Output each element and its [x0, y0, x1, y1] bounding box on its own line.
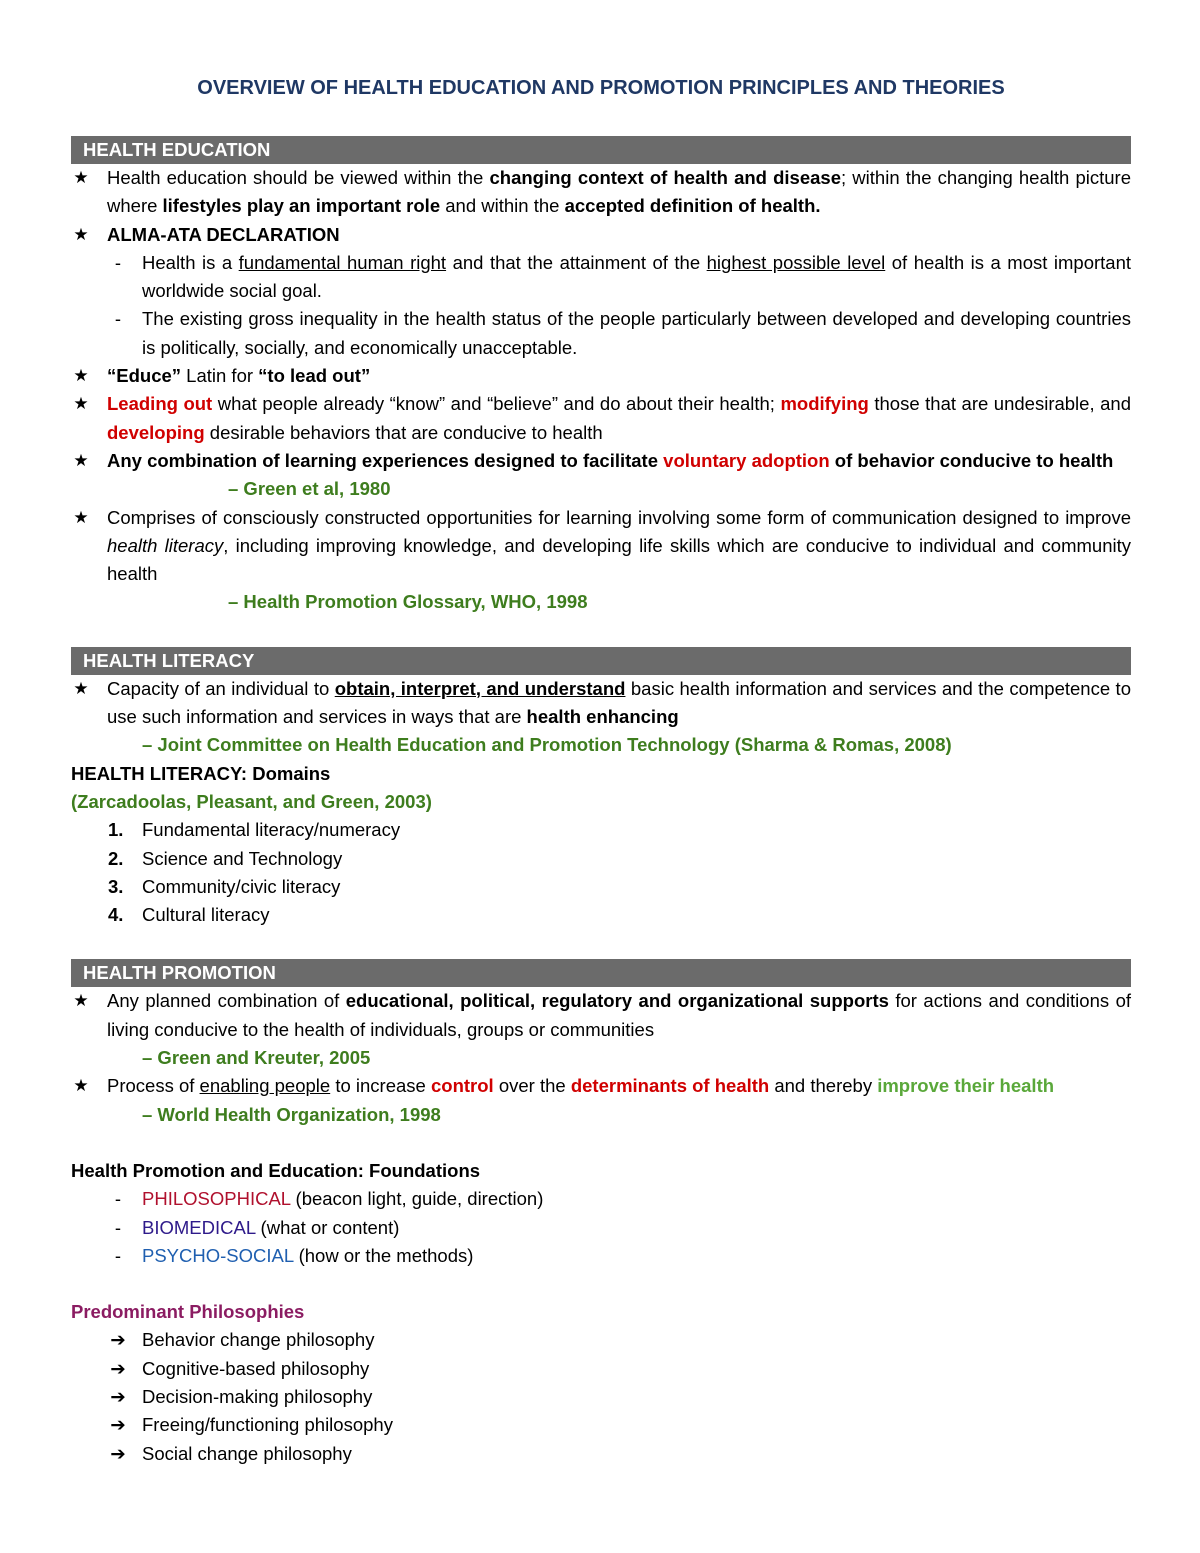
star-bullet-icon: ★: [73, 394, 89, 414]
bullet-text: Comprises of consciously constructed opportunities for learning involving some form of communication designed to improve: [107, 506, 1131, 528]
bullet-text: voluntary adoption: [663, 449, 830, 471]
philosophy-text: Decision-making philosophy: [142, 1385, 373, 1407]
bullet-text: ALMA-ATA DECLARATION: [107, 223, 340, 245]
dash-bullet-icon: -: [114, 1244, 122, 1266]
bullet-text: Leading out: [107, 393, 213, 415]
bullet-text: “to lead out”: [258, 365, 371, 387]
bullet-text: for actions and conditions of living conducive to the health of individuals, groups or communities: [107, 990, 1131, 1040]
foundation-item: [71, 1242, 1131, 1270]
philosophy-item: [71, 1411, 1131, 1439]
sub-item: [71, 305, 1131, 362]
section-header-health-education: HEALTH EDUCATION: [71, 136, 1131, 164]
foundation-key: BIOMEDICAL: [142, 1216, 256, 1238]
bullet-text: those that are undesirable, and: [868, 393, 1131, 415]
dash-bullet-icon: -: [114, 1188, 122, 1210]
bullet-text: obtain, interpret, and understand: [334, 677, 626, 699]
bullet-text: improve their health: [877, 1075, 1055, 1097]
page-title: OVERVIEW OF HEALTH EDUCATION AND PROMOTION PRINCIPLES AND THEORIES: [197, 77, 1005, 99]
sub-text: fundamental human right: [238, 251, 447, 273]
sub-text: of health is a most important worldwide social goal.: [142, 251, 1132, 302]
sub-item: [71, 249, 1131, 306]
bullet-text: Capacity of an individual to: [107, 677, 335, 699]
arrow-right-icon: ➔: [110, 1414, 126, 1436]
star-bullet-icon: ★: [73, 450, 89, 470]
bullet-text: of behavior conducive to health: [829, 449, 1114, 471]
section-header-health-literacy: HEALTH LITERACY: [71, 647, 1131, 675]
sub-text: Health is a: [142, 251, 239, 273]
foundation-desc: (beacon light, guide, direction): [290, 1188, 544, 1210]
sub-text: The existing gross inequality in the health status of the people particularly between developed and developing countries is politically, socially, and economically unacceptable.: [142, 308, 1131, 358]
bullet-text: determinants of health: [570, 1075, 770, 1097]
item-text: Fundamental literacy/numeracy: [142, 819, 401, 841]
philosophy-text: Cognitive-based philosophy: [142, 1357, 370, 1379]
numbered-item: [71, 816, 1131, 844]
bullet-text: and thereby: [769, 1075, 878, 1097]
bullet-text: desirable behaviors that are conducive to health: [204, 421, 603, 443]
bullet-text: over the: [493, 1075, 571, 1097]
foundation-item: [71, 1185, 1131, 1213]
bullet-text: Any planned combination of: [107, 990, 346, 1012]
bullet-text: health literacy: [107, 534, 224, 556]
philosophy-text: Behavior change philosophy: [142, 1329, 375, 1351]
numbered-item: [71, 873, 1131, 901]
numbered-item: [71, 845, 1131, 873]
philosophy-item: [71, 1326, 1131, 1354]
arrow-right-icon: ➔: [110, 1442, 126, 1464]
arrow-right-icon: ➔: [110, 1385, 126, 1407]
item-number: 4.: [108, 904, 124, 926]
bullet-item: [71, 164, 1131, 221]
arrow-right-icon: ➔: [110, 1357, 126, 1379]
dash-bullet-icon: -: [114, 251, 122, 273]
citation: – World Health Organization, 1998: [142, 1103, 441, 1125]
bullet-text: health enhancing: [526, 706, 679, 728]
bullet-item: [71, 447, 1131, 475]
bullet-text: developing: [107, 421, 205, 443]
section-header-health-promotion: HEALTH PROMOTION: [71, 959, 1131, 987]
domains-title: HEALTH LITERACY: Domains: [71, 762, 331, 784]
foundations-title: Health Promotion and Education: Foundations: [71, 1159, 481, 1181]
star-bullet-icon: ★: [73, 366, 89, 386]
bullet-text: control: [430, 1075, 494, 1097]
bullet-text: changing context of health and disease: [489, 167, 842, 188]
bullet-item: [71, 221, 1131, 249]
item-text: Cultural literacy: [142, 904, 270, 926]
philosophy-item: [71, 1355, 1131, 1383]
bullet-text: Any combination of learning experiences designed to facilitate: [107, 449, 664, 471]
citation: – Health Promotion Glossary, WHO, 1998: [228, 591, 588, 613]
citation: – Green and Kreuter, 2005: [142, 1047, 371, 1069]
citation: – Joint Committee on Health Education and Promotion Technology (Sharma & Romas, 2008): [142, 734, 952, 756]
item-number: 2.: [108, 847, 124, 869]
item-text: Community/civic literacy: [142, 875, 341, 897]
star-bullet-icon: ★: [73, 991, 89, 1011]
bullet-text: modifying: [780, 393, 869, 415]
philosophy-item: [71, 1383, 1131, 1411]
bullet-text: Health education should be viewed within the: [107, 167, 490, 188]
foundation-desc: (how or the methods): [293, 1244, 474, 1266]
dash-bullet-icon: -: [114, 1216, 122, 1238]
bullet-item: [71, 390, 1131, 447]
foundation-desc: (what or content): [255, 1216, 400, 1238]
item-text: Science and Technology: [142, 847, 343, 869]
bullet-text: accepted definition of health.: [564, 195, 821, 217]
bullet-item: [71, 504, 1131, 589]
numbered-item: [71, 901, 1131, 929]
bullet-item: [71, 675, 1131, 732]
bullet-text: what people already “know” and “believe” and do about their health;: [212, 393, 781, 415]
star-bullet-icon: ★: [73, 507, 89, 527]
foundation-key: PHILOSOPHICAL: [142, 1188, 291, 1210]
bullet-text: , including improving knowledge, and developing life skills which are conducive to individual and community health: [107, 534, 1131, 585]
sub-text: highest possible level: [706, 251, 886, 273]
bullet-text: and within the: [440, 195, 565, 217]
bullet-item: [71, 1072, 1131, 1100]
dash-bullet-icon: -: [114, 308, 122, 330]
bullet-text: basic health information and services and the competence to use such information and services in ways that are: [107, 677, 1131, 728]
bullet-text: to increase: [330, 1075, 431, 1097]
bullet-text: Process of: [107, 1075, 200, 1097]
bullet-text: lifestyles play an important role: [162, 195, 441, 217]
document-page: [71, 70, 1131, 1468]
philosophies-title: Predominant Philosophies: [71, 1301, 305, 1323]
bullet-item: [71, 362, 1131, 390]
philosophy-text: Freeing/functioning philosophy: [142, 1414, 393, 1436]
philosophy-item: [71, 1440, 1131, 1468]
bullet-text: “Educe”: [107, 365, 182, 387]
bullet-text: enabling people: [199, 1075, 331, 1097]
domains-citation: (Zarcadoolas, Pleasant, and Green, 2003): [71, 790, 432, 812]
star-bullet-icon: ★: [73, 1076, 89, 1096]
foundation-key: PSYCHO-SOCIAL: [142, 1244, 294, 1266]
bullet-text: ; within the changing health picture where: [107, 167, 1131, 217]
star-bullet-icon: ★: [73, 678, 89, 698]
item-number: 3.: [108, 875, 124, 897]
bullet-item: [71, 987, 1131, 1044]
item-number: 1.: [108, 819, 124, 841]
foundation-item: [71, 1214, 1131, 1242]
bullet-text: educational, political, regulatory and organizational supports: [345, 990, 889, 1012]
philosophy-text: Social change philosophy: [142, 1442, 352, 1464]
sub-text: and that the attainment of the: [446, 251, 707, 273]
arrow-right-icon: ➔: [110, 1329, 126, 1351]
star-bullet-icon: ★: [73, 168, 89, 187]
citation: – Green et al, 1980: [228, 478, 391, 500]
star-bullet-icon: ★: [73, 224, 89, 244]
bullet-text: Latin for: [181, 365, 259, 387]
